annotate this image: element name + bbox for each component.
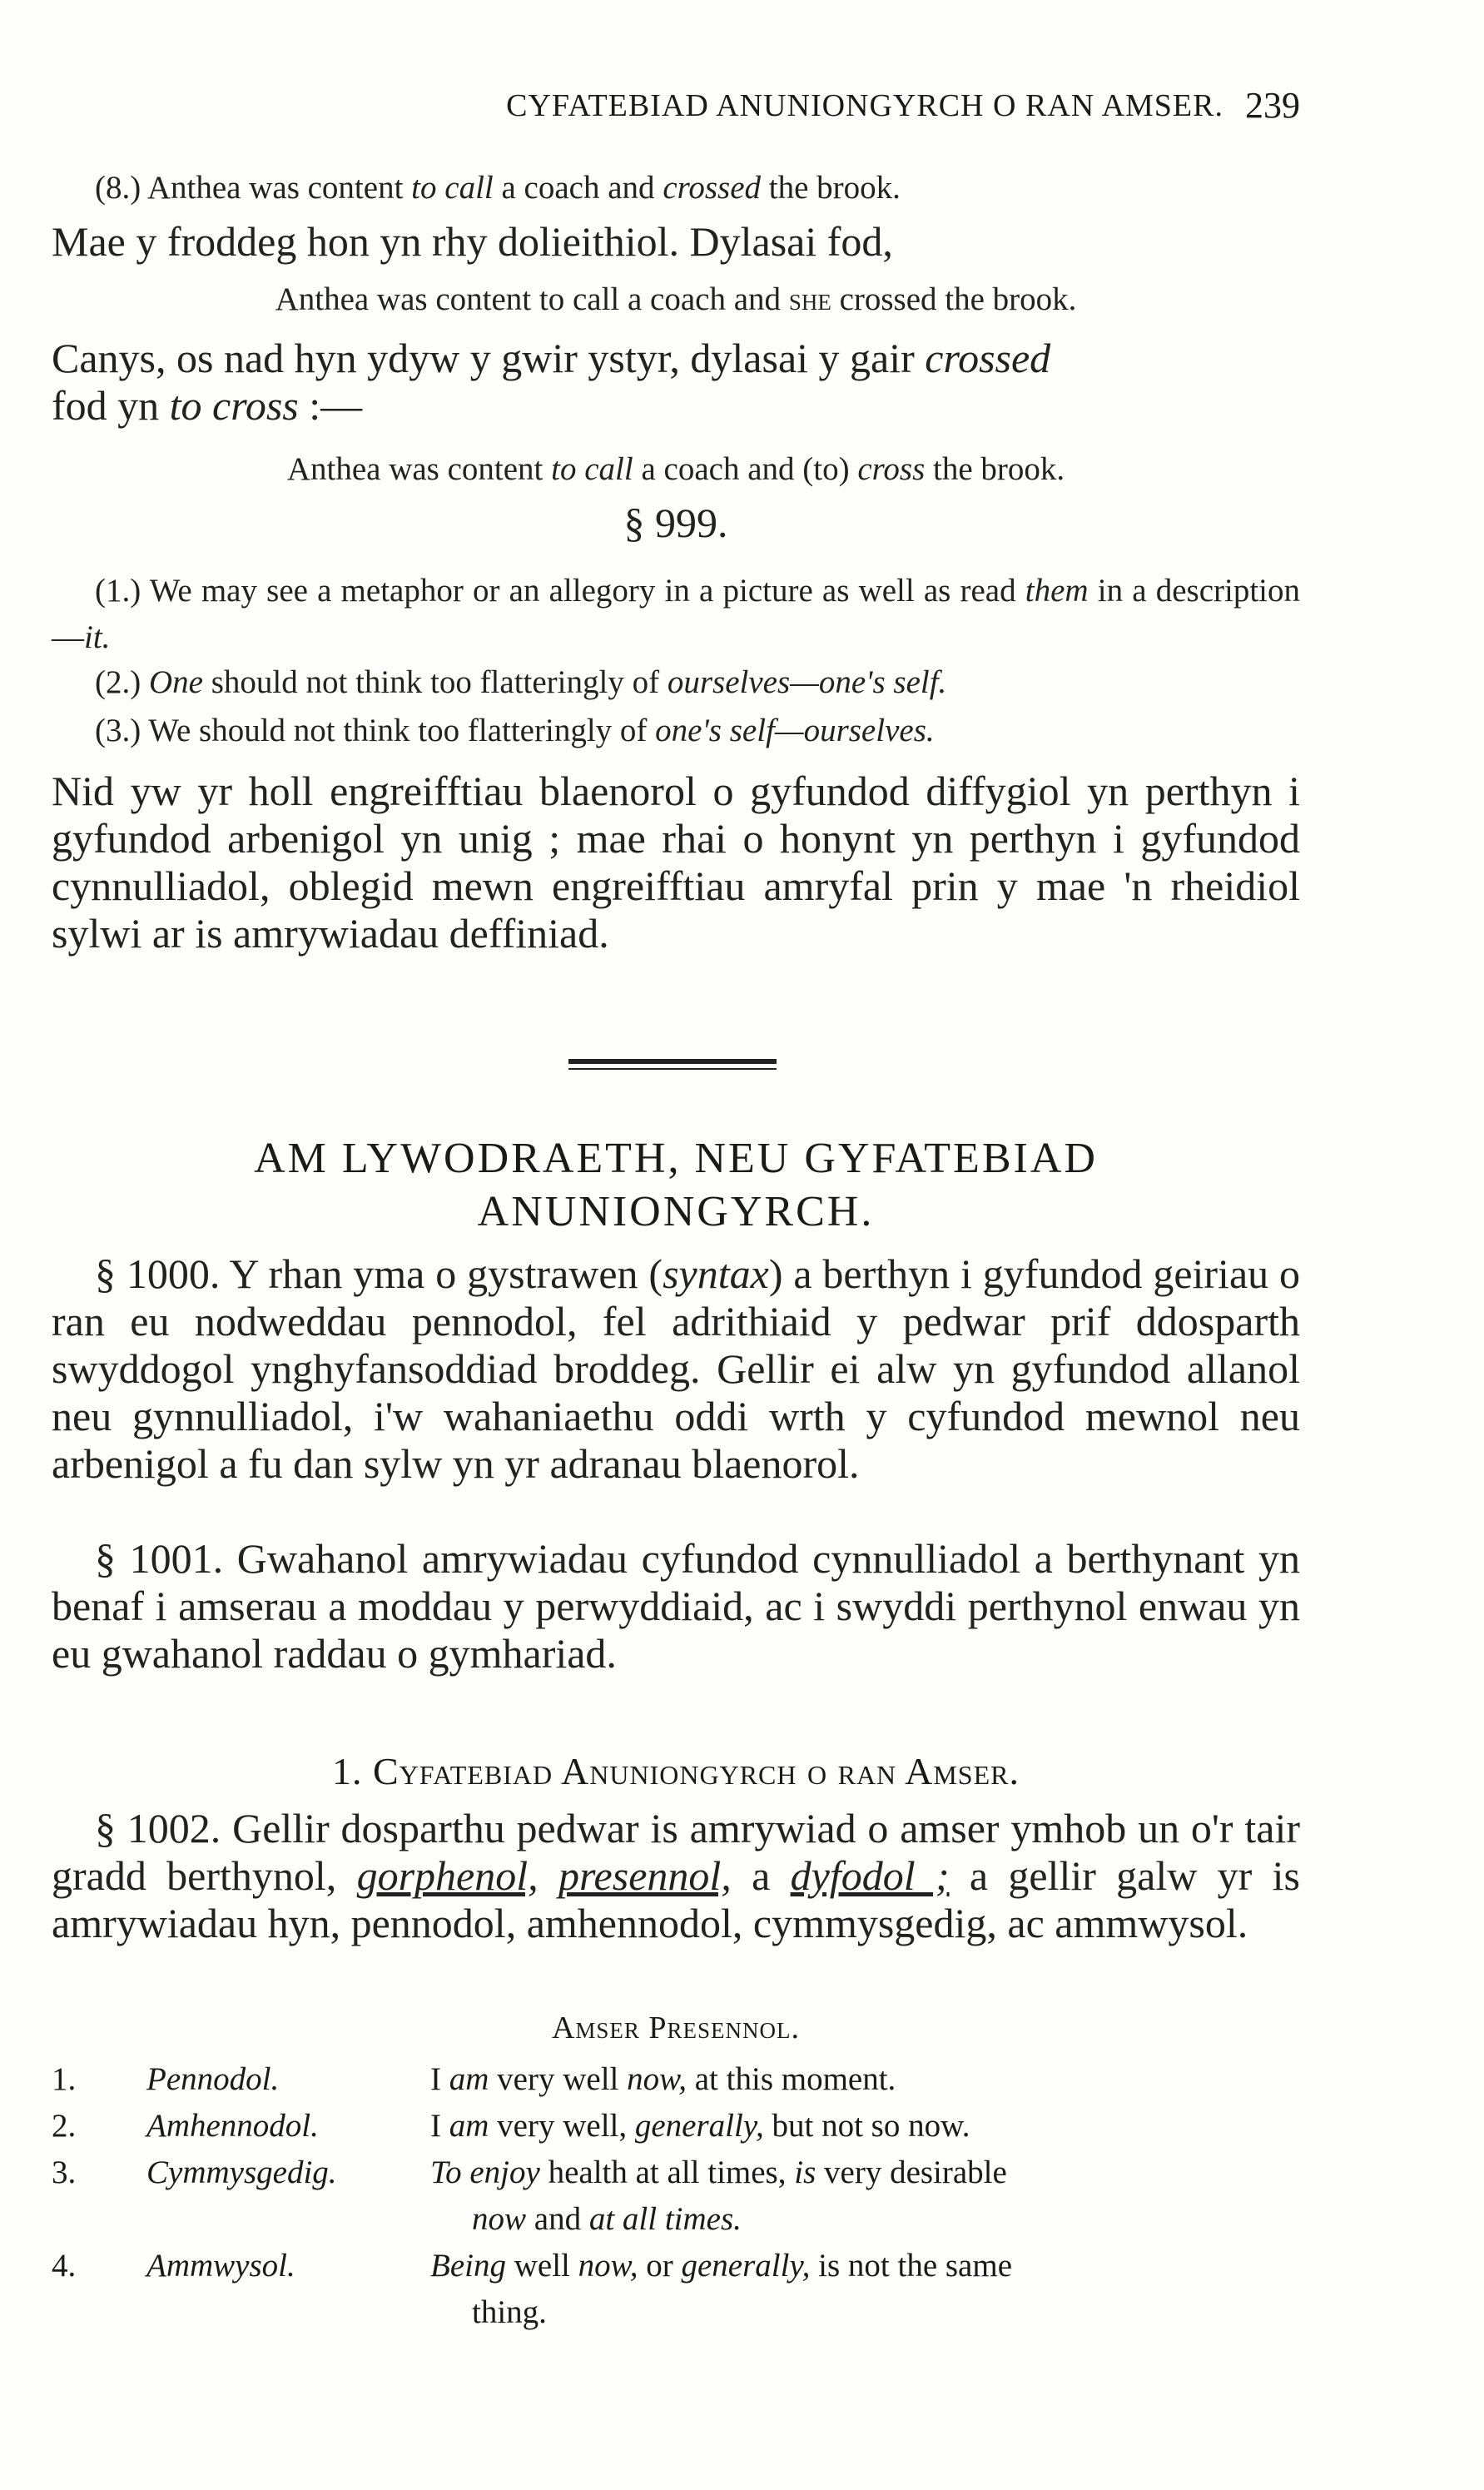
tense-example: I am very well now, at this moment. (430, 2061, 896, 2097)
example-8-she: Anthea was content to call a coach and she crossed the brook. (275, 281, 1077, 317)
tense-example: To enjoy health at all times, is very desirable (430, 2155, 1007, 2190)
section-divider-thin (568, 1068, 777, 1070)
section-1001: § 1001. Gwahanol amrywiadau cyfundod cynnulliadol a berthynant yn benaf i amserau a moddau y perwyddiaid, ac i swyddi perthynol enwau yn eu gwahanol raddau o gymhariad. (52, 1535, 1301, 1677)
section-1000: § 1000. Y rhan yma o gystrawen (syntax) a berthyn i gyfundod geiriau o ran eu nodweddau pennodol, fel adrithiaid y pedwar prif ddosparth swyddogol ynghyfansoddiad broddeg. Gellir ei alw yn gyfundod allanol neu gynnulliadol, i'w wahaniaethu oddi wrth y cyfundod mewnol neu arbenigol a fu dan sylw yn yr adranau blaenorol. (52, 1250, 1301, 1487)
section-divider (568, 1059, 777, 1064)
tense-name: Pennodol. (146, 2061, 280, 2097)
tense-name: Ammwysol. (146, 2248, 295, 2284)
chapter-heading (52, 1132, 1300, 1239)
paragraph-canys: Canys, os nad hyn ydyw y gwir ystyr, dylasai y gair crossed fod yn to cross :— (52, 335, 1051, 429)
example-999-3: (3.) We should not think too flatteringly of one's self—ourselves. (95, 713, 935, 748)
section-1002: § 1002. Gellir dosparthu pedwar is amrywiad o amser ymhob un o'r tair gradd berthynol, gorphenol, presennol, a dyfodol ; a gellir galw yr is amrywiadau hyn, pennodol, amhennodol, cymmysgedig, ac ammwysol. (52, 1805, 1300, 1946)
tense-number: 2. (52, 2108, 77, 2144)
tense-example: I am very well, generally, but not so now. (430, 2108, 970, 2144)
chapter-heading-line-2: ANUNIONGYRCH. (477, 1188, 875, 1235)
running-header (0, 85, 1484, 127)
example-999-2: (2.) One should not think too flatteringly of ourselves—one's self. (95, 664, 947, 700)
paragraph-froddeg: Mae y froddeg hon yn rhy dolieithiol. Dylasai fod, (52, 218, 893, 265)
tense-example: Being well now, or generally, is not the same (430, 2248, 1013, 2284)
table-title: Amser Presennol. (551, 2010, 801, 2045)
example-999-1: (1.) We may see a metaphor or an allegory in a picture as well as read them in a description—it. (52, 573, 1300, 655)
tense-number: 4. (52, 2248, 77, 2284)
example-8-to-cross: Anthea was content to call a coach and (to) cross the brook. (286, 451, 1065, 487)
tense-number: 3. (52, 2155, 77, 2190)
chapter-heading-line-1: AM LYWODRAETH, NEU GYFATEBIAD (254, 1135, 1098, 1182)
page-number: 239 (1245, 85, 1300, 126)
tense-number: 1. (52, 2061, 77, 2097)
running-title: CYFATEBIAD ANUNIONGYRCH O RAN AMSER. (506, 88, 1223, 123)
tense-example-continued: now and at all times. (472, 2201, 742, 2237)
subheading-amser: 1. Cyfatebiad Anuniongyrch o ran Amser. (332, 1750, 1020, 1792)
paragraph-engreifftiau: Nid yw yr holl engreifftiau blaenorol o gyfundod diffygiol yn perthyn i gyfundod arbenigol yn unig ; mae rhai o honynt yn perthyn i gyfundod cynnulliadol, oblegid mewn engreifftiau amryfal prin y mae 'n rheidiol sylwi ar is amrywiadau deffiniad. (52, 768, 1300, 957)
tense-name: Amhennodol. (146, 2108, 319, 2144)
example-8: (8.) Anthea was content to call a coach and crossed the brook. (95, 170, 901, 206)
tense-name: Cymmysgedig. (146, 2155, 337, 2190)
section-999-number: § 999. (623, 499, 728, 546)
tense-example-continued: thing. (472, 2294, 547, 2330)
